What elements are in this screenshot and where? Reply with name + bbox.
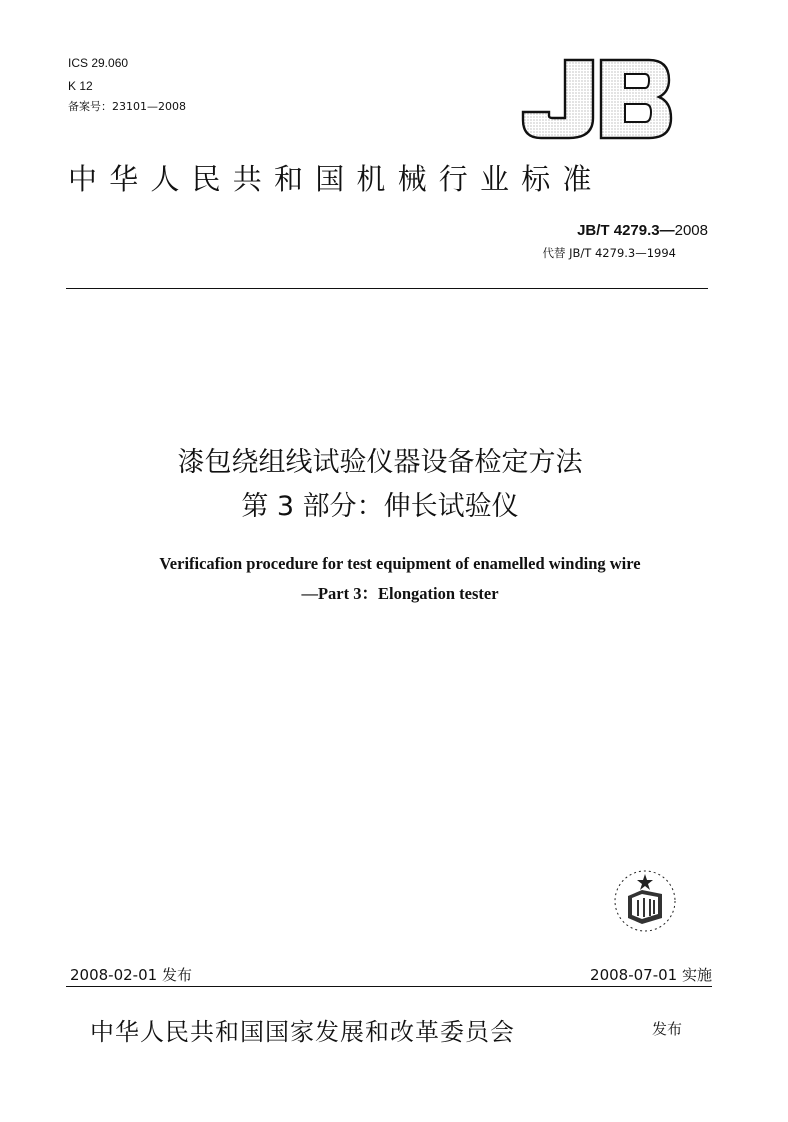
title-chinese-line1: 漆包绕组线试验仪器设备检定方法 [177,447,583,478]
filing-number: 备案号：23101—2008 [68,100,186,113]
title-english-line2: —Part 3：Elongation tester [301,584,499,603]
title-chinese-line2: 第 3 部分：伸长试验仪 [241,491,519,522]
header-divider [66,288,708,289]
issue-date: 2008-02-01 发布 [70,966,192,984]
implementation-date: 2008-07-01 实施 [590,966,712,984]
ccs-code: K 12 [68,79,93,93]
standard-number-main: JB/T 4279.3— [577,222,675,239]
replaces-standard: 代替 JB/T 4279.3—1994 [542,246,676,260]
jb-logo [521,56,673,142]
standard-category-title: 中华人民共和国机械行业标准 [68,162,604,196]
title-english-line1: Verificafion procedure for test equipment of enamelled winding wire [159,554,641,573]
publisher-seal-icon [612,868,678,934]
footer-divider [66,986,712,987]
ics-code: ICS 29.060 [68,56,129,70]
standard-number-year: 2008 [674,222,708,239]
issuing-authority: 中华人民共和国国家发展和改革委员会 [90,1018,515,1046]
issuing-authority-publish: 发布 [652,1020,683,1038]
standard-number [478,222,708,239]
